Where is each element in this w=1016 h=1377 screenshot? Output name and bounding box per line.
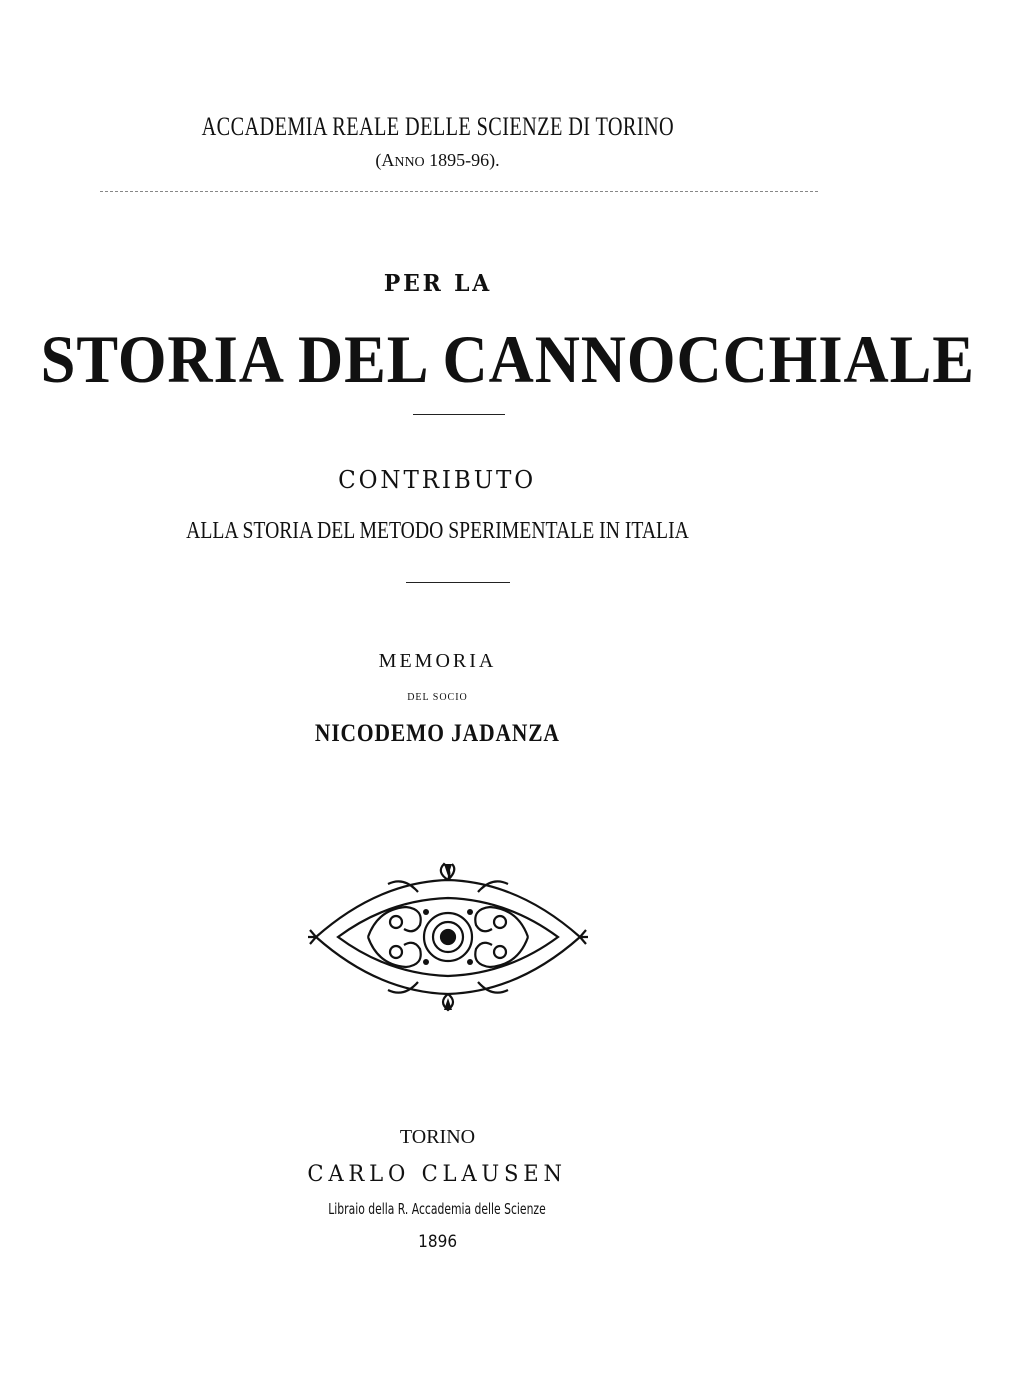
publisher-name: CARLO CLAUSEN bbox=[307, 1162, 568, 1187]
byline: DEL SOCIO bbox=[407, 692, 468, 703]
memoir-label: MEMORIA bbox=[378, 650, 497, 672]
subtitle-divider bbox=[406, 582, 510, 583]
academy-header bbox=[0, 112, 875, 142]
subtitle-text: ALLA STORIA DEL METODO SPERIMENTALE IN ITALIA bbox=[186, 518, 689, 544]
year-value: 1895-96). bbox=[424, 150, 500, 170]
year-prefix: (A bbox=[375, 150, 395, 170]
header-divider bbox=[100, 191, 818, 192]
year-smallcaps: NNO bbox=[394, 155, 425, 170]
title-divider bbox=[413, 414, 505, 415]
subtitle-heading bbox=[0, 466, 875, 494]
publication-year-text: 1896 bbox=[418, 1232, 457, 1252]
printers-ornament-icon bbox=[308, 862, 588, 1012]
subtitle bbox=[0, 518, 875, 545]
main-title bbox=[0, 320, 975, 399]
author-name: NICODEMO JADANZA bbox=[315, 720, 560, 747]
bookseller-text: Libraio della R. Accademia delle Scienze bbox=[328, 1200, 547, 1218]
author bbox=[0, 720, 875, 748]
academic-year bbox=[0, 150, 875, 171]
academy-name: ACCADEMIA REALE DELLE SCIENZE DI TORINO bbox=[201, 112, 674, 141]
bookseller-note bbox=[0, 1200, 875, 1218]
imprint-city: TORINO bbox=[399, 1126, 476, 1148]
title-kicker bbox=[0, 270, 875, 297]
title-kicker-text: PER LA bbox=[383, 270, 492, 297]
subtitle-heading-text: CONTRIBUTO bbox=[338, 466, 537, 494]
main-title-text: STORIA DEL CANNOCCHIALE bbox=[40, 321, 975, 397]
publisher bbox=[0, 1162, 875, 1187]
publication-year bbox=[0, 1232, 875, 1252]
